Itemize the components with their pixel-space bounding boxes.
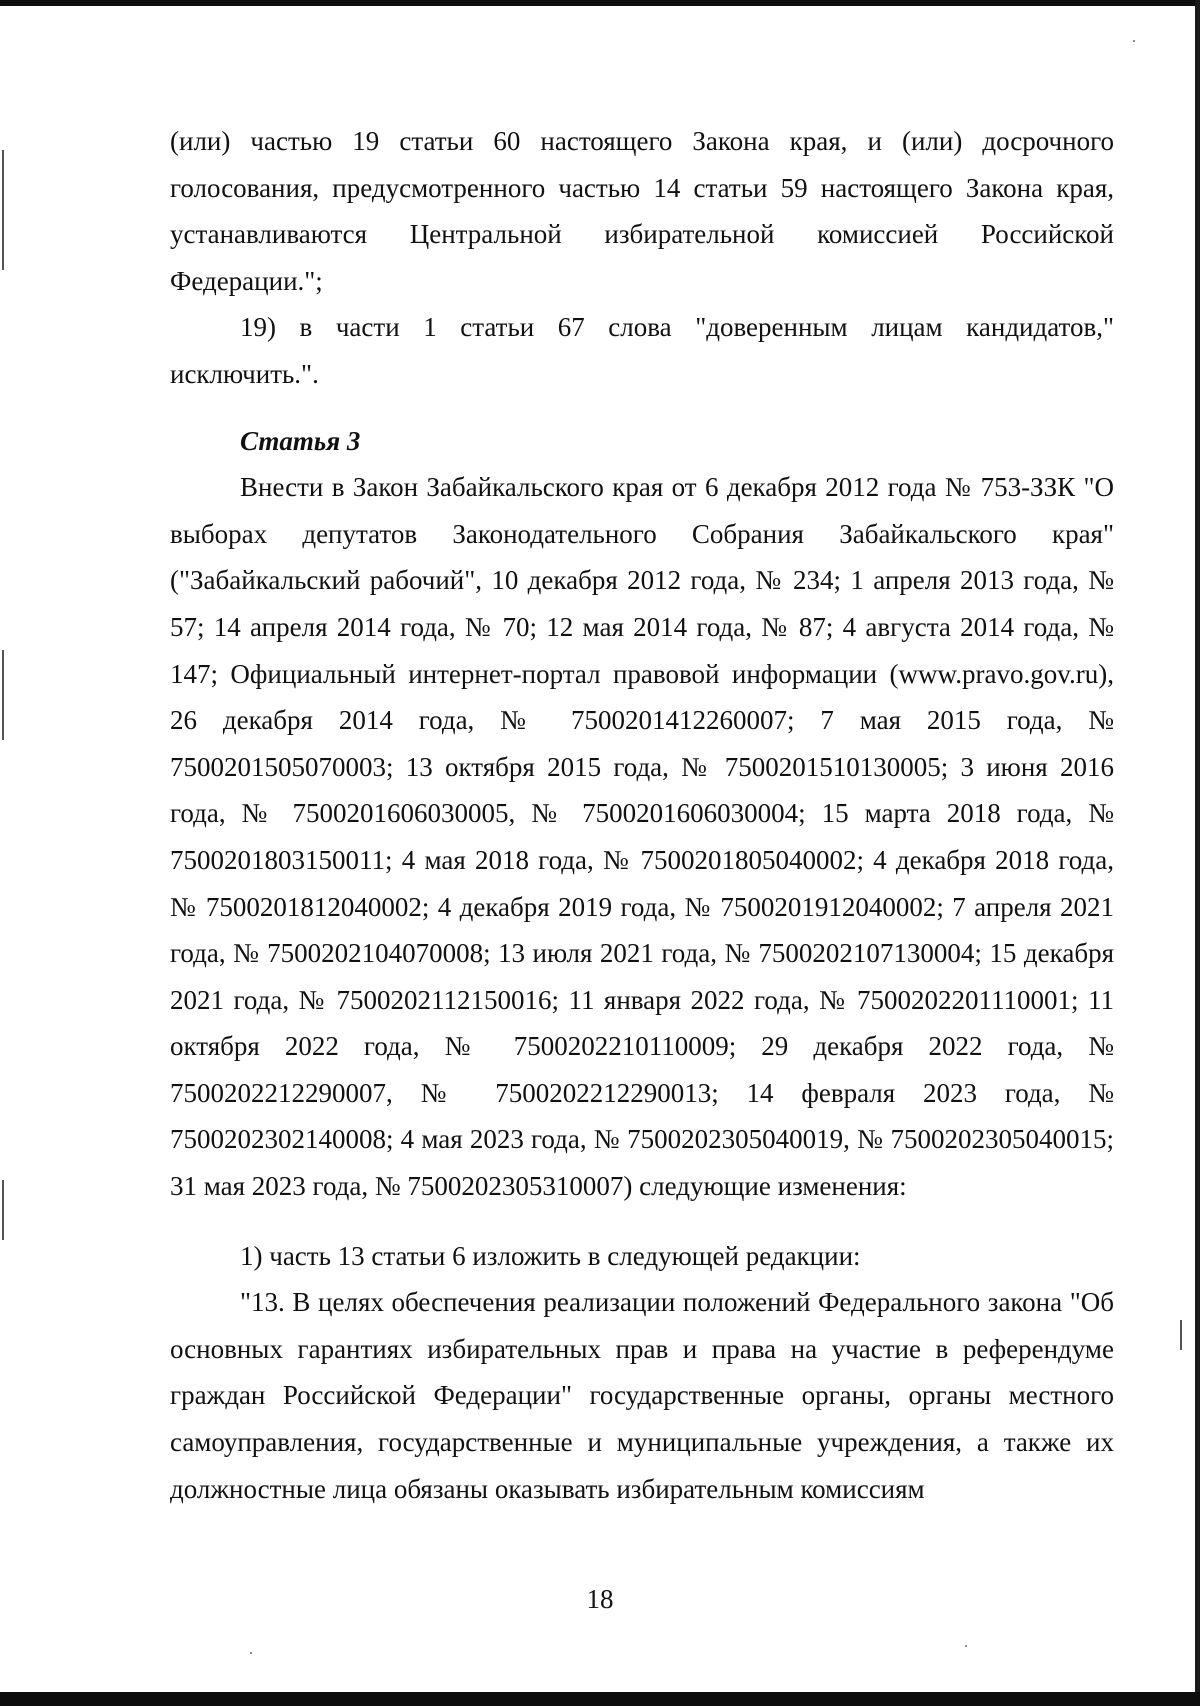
body-paragraph: "13. В целях обеспечения реализации положений Федерального закона "Об основных гарантиях избирательных прав и права на участие в референдуме граждан Российской Федерации" государственные органы, органы местного самоуправления, государственные и муниципальные учреждения, а также их должностные лица обязаны оказывать избирательным комиссиям bbox=[170, 1287, 1114, 1504]
body-paragraph: 19) в части 1 статьи 67 слова "доверенным лицам кандидатов," исключить.". bbox=[170, 312, 1114, 389]
scan-edge-top bbox=[0, 0, 1200, 6]
scan-speck bbox=[965, 1645, 967, 1647]
body-paragraph: (или) частью 19 статьи 60 настоящего Закона края, и (или) досрочного голосования, предусмотренного частью 14 статьи 59 настоящего Закона края, устанавливаются Центральной избирательной комиссией Российской Федерации."; bbox=[170, 126, 1114, 296]
scan-edge-right bbox=[1195, 0, 1200, 1706]
body-paragraph: 1) часть 13 статьи 6 изложить в следующей редакции: bbox=[240, 1240, 861, 1271]
document-page bbox=[170, 118, 1114, 1512]
article-heading: Статья 3 bbox=[240, 425, 361, 456]
scan-mark-left-1 bbox=[2, 150, 4, 270]
page-number: 18 bbox=[586, 1584, 614, 1614]
scan-mark-right-1 bbox=[1180, 1320, 1182, 1350]
body-paragraph: Внести в Закон Забайкальского края от 6 декабря 2012 года № 753-ЗЗК "О выборах депутатов Законодательного Собрания Забайкальского края" ("Забайкальский рабочий", 10 декабря 2012 года, № 234; 1 апреля 2013 года, № 57; 14 апреля 2014 года, № 70; 12 мая 2014 года, № 87; 4 августа 2014 года, № 147; Официальный интернет-портал правовой информации (www.pravo.gov.ru), 26 декабря 2014 года, № 7500201412260007; 7 мая 2015 года, № 7500201505070003; 13 октября 2015 года, № 7500201510130005; 3 июня 2016 года, № 7500201606030005, № 7500201606030004; 15 марта 2018 года, № 7500201803150011; 4 мая 2018 года, № 7500201805040002; 4 декабря 2018 года, № 7500201812040002; 4 декабря 2019 года, № 7500201912040002; 7 апреля 2021 года, № 7500202104070008; 13 июля 2021 года, № 7500202107130004; 15 декабря 2021 года, № 7500202112150016; 11 января 2022 года, № 7500202201110001; 11 октября 2022 года, № 7500202210110009; 29 декабря 2022 года, № 7500202212290007, № 7500202212290013; 14 февраля 2023 года, № 7500202302140008; 4 мая 2023 года, № 7500202305040019, № 7500202305040015; 31 мая 2023 года, № 7500202305310007) следующие изменения: bbox=[170, 472, 1114, 1202]
scan-mark-left-3 bbox=[2, 1180, 4, 1240]
scan-speck bbox=[250, 1652, 252, 1654]
scan-speck bbox=[1133, 40, 1135, 42]
scan-mark-left-2 bbox=[2, 650, 4, 740]
scan-edge-bottom bbox=[0, 1692, 1200, 1706]
